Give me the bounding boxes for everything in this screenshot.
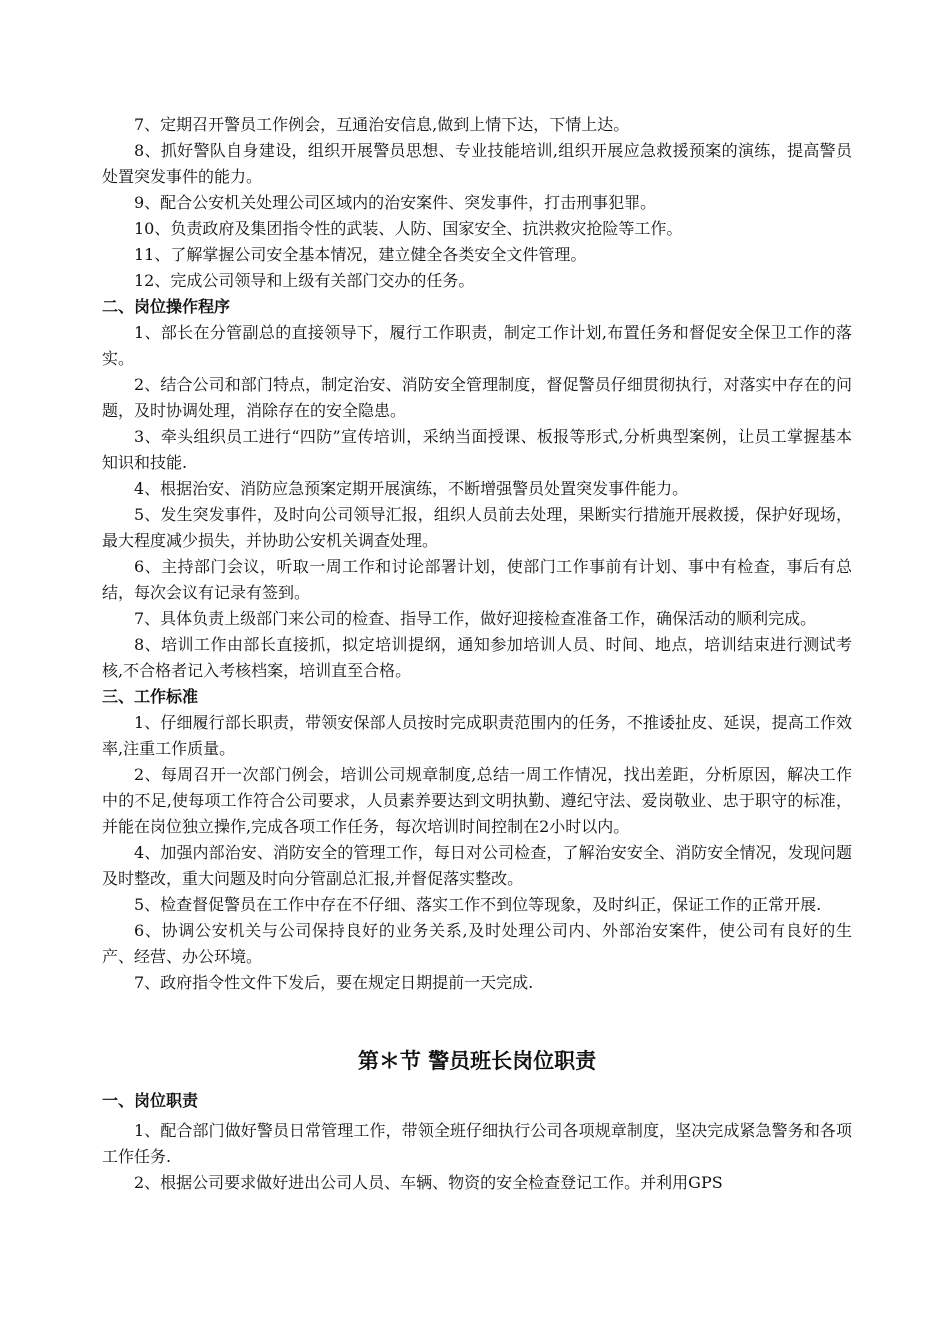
section-heading-procedure: 二、岗位操作程序: [102, 297, 231, 316]
duty-item-12: 12、完成公司领导和上级有关部门交办的任务。: [134, 271, 475, 290]
duty-item-7: 7、定期召开警员工作例会，互通治安信息,做到上情下达，下情上达。: [134, 115, 630, 134]
section-heading-standards: 三、工作标准: [102, 687, 199, 706]
section-heading-duties: 一、岗位职责: [102, 1091, 199, 1110]
document-page: [102, 112, 852, 1196]
procedure-item-8: 8、培训工作由部长直接抓，拟定培训提纲，通知参加培训人员、时间、地点，培训结束进行测试考核,不合格者记入考核档案，培训直至合格。: [102, 635, 852, 680]
procedure-item-2: 2、结合公司和部门特点，制定治安、消防安全管理制度，督促警员仔细贯彻执行，对落实中存在的问题，及时协调处理，消除存在的安全隐患。: [102, 375, 852, 420]
procedure-item-3: 3、牵头组织员工进行“四防”宣传培训，采纳当面授课、板报等形式,分析典型案例，让员工掌握基本知识和技能.: [102, 427, 852, 472]
squad-leader-duties-list: [102, 1118, 852, 1196]
standard-item-1: 1、仔细履行部长职责，带领安保部人员按时完成职责范围内的任务，不推诿扯皮、延误，提高工作效率,注重工作质量。: [102, 713, 852, 758]
standard-item-5: 5、检查督促警员在工作中存在不仔细、落实工作不到位等现象，及时纠正，保证工作的正常开展.: [134, 895, 822, 914]
duty-item-11: 11、了解掌握公司安全基本情况，建立健全各类安全文件管理。: [134, 245, 587, 264]
procedure-item-4: 4、根据治安、消防应急预案定期开展演练，不断增强警员处置突发事件能力。: [134, 479, 689, 498]
procedure-item-5: 5、发生突发事件，及时向公司领导汇报，组织人员前去处理，果断实行措施开展救援，保护好现场，最大程度减少损失，并协助公安机关调查处理。: [102, 505, 852, 550]
squad-duty-item-2: 2、根据公司要求做好进出公司人员、车辆、物资的安全检查登记工作。并利用GPS: [134, 1173, 723, 1192]
standard-item-4: 4、加强内部治安、消防安全的管理工作，每日对公司检查，了解治安安全、消防安全情况，发现问题及时整改，重大问题及时向分管副总汇报,并督促落实整改。: [102, 843, 852, 888]
procedure-item-6: 6、主持部门会议，听取一周工作和讨论部署计划，使部门工作事前有计划、事中有检查，事后有总结，每次会议有记录有签到。: [102, 557, 852, 602]
duty-item-10: 10、负责政府及集团指令性的武装、人防、国家安全、抗洪救灾抢险等工作。: [134, 219, 683, 238]
duties-continued: [102, 112, 852, 294]
procedure-item-1: 1、部长在分管副总的直接领导下，履行工作职责，制定工作计划,布置任务和督促安全保卫工作的落实。: [102, 323, 852, 368]
section-title: 第＊节 警员班长岗位职责: [357, 1049, 597, 1073]
procedure-item-7: 7、具体负责上级部门来公司的检查、指导工作，做好迎接检查准备工作，确保活动的顺利完成。: [134, 609, 817, 628]
duty-item-8: 8、抓好警队自身建设，组织开展警员思想、专业技能培训,组织开展应急救援预案的演练，提高警员处置突发事件的能力。: [102, 141, 852, 186]
standard-item-2: 2、每周召开一次部门例会，培训公司规章制度,总结一周工作情况，找出差距，分析原因，解决工作中的不足,使每项工作符合公司要求，人员素养要达到文明执勤、遵纪守法、爱岗敬业、忠于职守的标准，并能在岗位独立操作,完成各项工作任务，每次培训时间控制在2小时以内。: [102, 765, 852, 836]
squad-duty-item-1: 1、配合部门做好警员日常管理工作，带领全班仔细执行公司各项规章制度，坚决完成紧急警务和各项工作任务.: [102, 1121, 852, 1166]
standards-list: [102, 710, 852, 996]
standard-item-7: 7、政府指令性文件下发后，要在规定日期提前一天完成.: [134, 973, 534, 992]
procedure-list: [102, 320, 852, 684]
standard-item-6: 6、协调公安机关与公司保持良好的业务关系,及时处理公司内、外部治安案件，使公司有良好的生产、经营、办公环境。: [102, 921, 852, 966]
duty-item-9: 9、配合公安机关处理公司区域内的治安案件、突发事件，打击刑事犯罪。: [134, 193, 657, 212]
